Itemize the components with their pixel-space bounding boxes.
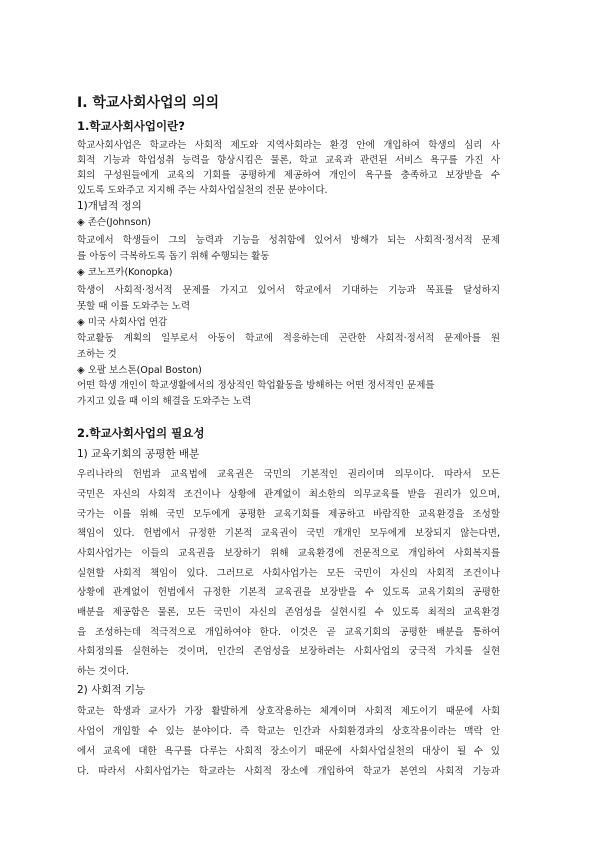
definition-heading-yearbook [77,314,167,328]
definition-name: 존슨(Johnson) [87,217,151,228]
diamond-bullet-icon: ◈ [77,365,85,376]
s2-p1-line: 책임이 있다. 헌법에서 규정한 기본적 교육권이 국민 개개인 모두에게 보장되지 않는다면, [77,528,500,539]
s2-p1-line: 사회정의를 실현하는 것이며, 인간의 존엄성을 보장하려는 사회사업의 궁극적 가치를 실현 [77,646,500,657]
diamond-bullet-icon: ◈ [77,317,85,328]
chapter-title: Ⅰ. 학교사회사업의 의의 [77,95,219,111]
section-1-title: 1.학교사회사업이란? [77,119,185,133]
section-2-title: 2.학교사회사업의 필요성 [77,426,205,440]
s2-p2-line: 다. 따라서 사회사업가는 학교라는 사회적 장소에 개입하여 학교가 본연의 사회적 기능과 [77,766,500,777]
definition-text-line: 학교에서 학생들이 그의 능력과 기능을 성취함에 있어서 방해가 되는 사회적·정서적 문제 [77,235,500,246]
diamond-bullet-icon: ◈ [77,217,85,228]
s2-p1-line: 상황에 관계없이 헌법에서 규정한 기본적 교육권을 보장받을 수 있도록 교육기회의 공평한 [77,587,500,598]
definition-text-line: 못할 때 이를 도와주는 노력 [77,301,191,312]
s2-p2-line: 에서 교육에 대한 욕구를 다루는 사회적 장소이기 때문에 사회사업실천의 대상이 될 수 있 [77,746,500,757]
definition-name: 오팔 보스톤(Opal Boston) [87,365,202,376]
definition-text-line: 를 아동이 극복하도록 돕기 위해 수행되는 활동 [77,251,270,262]
s2-p1-line: 우리나라의 헌법과 교육법에 교육권은 국민의 기본적인 권리이며 의무이다. 따라서 모든 [77,469,500,480]
s1-intro-line: 있도록 도와주고 지지해 주는 사회사업실천의 전문 분야이다. [77,185,328,196]
definition-text-line: 가지고 있을 때 이의 해결을 도와주는 노력 [77,396,252,407]
definition-text-line: 학교활동 계획의 일부로서 아동이 학교에 적응하는데 곤란한 사회적·정서적 문제아를 원 [77,333,500,344]
s2-p1-line: 을 조성하는데 적극적으로 개입하여야 한다. 이것은 곧 교육기회의 공평한 배분을 통하여 [77,627,500,638]
subsection-heading: 1) 교육기회의 공평한 배분 [77,448,200,460]
definition-text-line: 학생이 사회적·정서적 문제를 가지고 있어서 학교에서 기대하는 기능과 목표를 달성하지 [77,285,500,296]
diamond-bullet-icon: ◈ [77,267,85,278]
subsection-heading: 2) 사회적 기능 [77,684,146,696]
s1-intro-line: 학교사회사업은 학교라는 사회적 제도와 지역사회라는 환경 안에 개입하여 학생의 심리 사 [77,140,500,151]
definition-text-line: 어떤 학생 개인이 학교생활에서의 정상적인 학업활동을 방해하는 어떤 정서적인 문제를 [77,380,435,391]
s1-intro-line: 회의 구성원들에게 교육의 기회를 공평하게 제공하여 개인이 욕구를 충족하고 보장받을 수 [77,170,500,181]
s2-p1-line: 국민은 자신의 사회적 조건이나 상황에 관계없이 최소한의 의무교육를 받을 권리가 있으며, [77,489,500,500]
s2-p2-line: 사업이 개입할 수 있는 분야이다. 즉 학교는 인간과 사회환경과의 상호작용이라는 맥락 안 [77,726,500,737]
definition-text-line: 조하는 것 [77,349,117,360]
s2-p1-line: 실현할 사회적 책임이 있다. 그러므로 사회사업가는 모든 국민이 자신의 사회적 조건이나 [77,568,500,579]
s2-p1-line: 배분을 제공함은 물론, 모든 국민이 자신의 존엄성을 실현시킬 수 있도록 최적의 교육환경 [77,607,500,618]
concept-heading: 1)개념적 정의 [77,200,142,212]
definition-name: 미국 사회사업 연감 [87,317,168,328]
s2-p1-line: 국가는 이를 위해 국민 모두에게 공평한 교육기회를 제공하고 바람직한 교육환경을 조성할 [77,509,500,520]
definition-heading-konopka [77,264,172,278]
s2-p2-line: 학교는 학생과 교사가 가장 활발하게 상호작용하는 체계이며 사회적 제도이기 때문에 사회 [77,706,500,717]
definition-heading-boston [77,362,202,376]
s1-intro-line: 회적 기능과 학업성취 능력을 향상시킴은 물론, 학교 교육과 관련된 서비스 욕구를 가진 사 [77,155,500,166]
s2-p1-line: 사회사업가는 이들의 교육권을 보장하기 위해 교육환경에 전문적으로 개입하여 사회복지를 [77,548,500,559]
s2-p1-line: 하는 것이다. [77,666,129,677]
definition-name: 코노프카(Konopka) [87,267,173,278]
definition-heading-johnson [77,214,151,228]
